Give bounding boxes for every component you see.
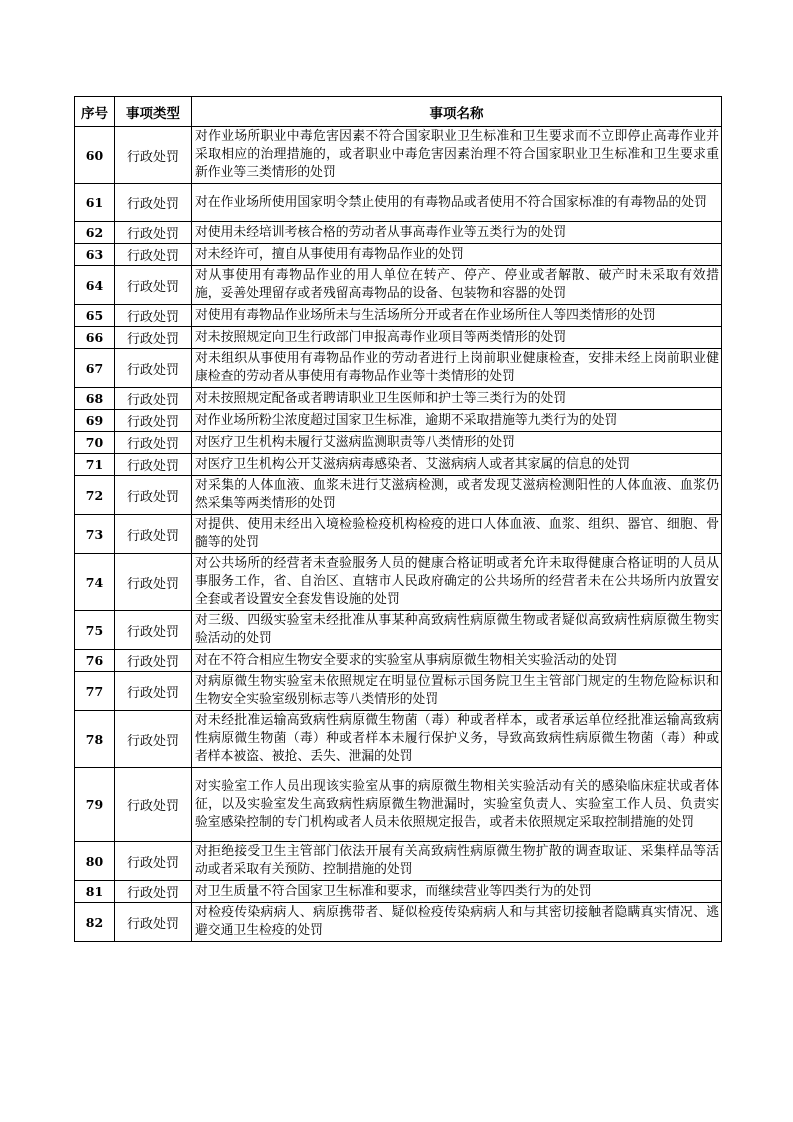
table-row xyxy=(75,650,722,672)
table-body xyxy=(75,127,722,942)
header-item-type: 事项类型 xyxy=(115,97,192,127)
row-serial-number: 68 xyxy=(75,388,115,410)
row-item-type: 行政处罚 xyxy=(115,127,192,184)
row-item-type: 行政处罚 xyxy=(115,266,192,305)
table-row xyxy=(75,388,722,410)
table-row xyxy=(75,672,722,711)
header-serial-number: 序号 xyxy=(75,97,115,127)
row-item-name: 对在作业场所使用国家明令禁止使用的有毒物品或者使用不符合国家标准的有毒物品的处罚 xyxy=(192,184,722,222)
table-row xyxy=(75,611,722,650)
row-item-type: 行政处罚 xyxy=(115,881,192,903)
row-item-type: 行政处罚 xyxy=(115,410,192,432)
table-row xyxy=(75,881,722,903)
row-item-type: 行政处罚 xyxy=(115,903,192,942)
row-serial-number: 67 xyxy=(75,349,115,388)
table-row xyxy=(75,515,722,554)
row-item-type: 行政处罚 xyxy=(115,672,192,711)
table-row xyxy=(75,476,722,515)
row-serial-number: 64 xyxy=(75,266,115,305)
table-header-row xyxy=(75,97,722,127)
row-item-type: 行政处罚 xyxy=(115,388,192,410)
row-serial-number: 80 xyxy=(75,842,115,881)
row-item-name: 对作业场所粉尘浓度超过国家卫生标准，逾期不采取措施等九类行为的处罚 xyxy=(192,410,722,432)
row-item-type: 行政处罚 xyxy=(115,244,192,266)
table-row xyxy=(75,222,722,244)
row-item-type: 行政处罚 xyxy=(115,515,192,554)
row-item-name: 对在不符合相应生物安全要求的实验室从事病原微生物相关实验活动的处罚 xyxy=(192,650,722,672)
row-serial-number: 82 xyxy=(75,903,115,942)
row-serial-number: 72 xyxy=(75,476,115,515)
row-item-name: 对医疗卫生机构未履行艾滋病监测职责等八类情形的处罚 xyxy=(192,432,722,454)
row-item-name: 对提供、使用未经出入境检验检疫机构检疫的进口人体血液、血浆、组织、器官、细胞、骨髓等的处罚 xyxy=(192,515,722,554)
row-serial-number: 79 xyxy=(75,768,115,842)
row-item-name: 对三级、四级实验室未经批准从事某种高致病性病原微生物或者疑似高致病性病原微生物实验活动的处罚 xyxy=(192,611,722,650)
row-item-name: 对从事使用有毒物品作业的用人单位在转产、停产、停业或者解散、破产时未采取有效措施，妥善处理留存或者残留高毒物品的设备、包装物和容器的处罚 xyxy=(192,266,722,305)
row-serial-number: 75 xyxy=(75,611,115,650)
row-item-type: 行政处罚 xyxy=(115,476,192,515)
table-row xyxy=(75,410,722,432)
row-item-name: 对采集的人体血液、血浆未进行艾滋病检测，或者发现艾滋病检测阳性的人体血液、血浆仍然采集等两类情形的处罚 xyxy=(192,476,722,515)
row-item-type: 行政处罚 xyxy=(115,349,192,388)
table-row xyxy=(75,327,722,349)
row-item-type: 行政处罚 xyxy=(115,184,192,222)
row-serial-number: 61 xyxy=(75,184,115,222)
row-item-name: 对拒绝接受卫生主管部门依法开展有关高致病性病原微生物扩散的调查取证、采集样品等活动或者采取有关预防、控制措施的处罚 xyxy=(192,842,722,881)
row-item-name: 对未按照规定向卫生行政部门申报高毒作业项目等两类情形的处罚 xyxy=(192,327,722,349)
row-item-type: 行政处罚 xyxy=(115,432,192,454)
row-serial-number: 70 xyxy=(75,432,115,454)
row-item-type: 行政处罚 xyxy=(115,327,192,349)
table-row xyxy=(75,305,722,327)
row-serial-number: 74 xyxy=(75,554,115,611)
row-item-type: 行政处罚 xyxy=(115,611,192,650)
row-item-name: 对作业场所职业中毒危害因素不符合国家职业卫生标准和卫生要求而不立即停止高毒作业并采取相应的治理措施的，或者职业中毒危害因素治理不符合国家职业卫生标准和卫生要求重新作业等三类情形的处罚 xyxy=(192,127,722,184)
table-row xyxy=(75,554,722,611)
table-row xyxy=(75,244,722,266)
row-item-name: 对使用未经培训考核合格的劳动者从事高毒作业等五类行为的处罚 xyxy=(192,222,722,244)
header-item-name: 事项名称 xyxy=(192,97,722,127)
row-item-name: 对未按照规定配备或者聘请职业卫生医师和护士等三类行为的处罚 xyxy=(192,388,722,410)
row-item-name: 对病原微生物实验室未依照规定在明显位置标示国务院卫生主管部门规定的生物危险标识和生物安全实验室级别标志等八类情形的处罚 xyxy=(192,672,722,711)
items-table xyxy=(74,96,722,942)
row-serial-number: 73 xyxy=(75,515,115,554)
row-item-name: 对卫生质量不符合国家卫生标准和要求，而继续营业等四类行为的处罚 xyxy=(192,881,722,903)
row-item-type: 行政处罚 xyxy=(115,454,192,476)
row-item-name: 对未经许可，擅自从事使用有毒物品作业的处罚 xyxy=(192,244,722,266)
table-row xyxy=(75,711,722,768)
row-serial-number: 78 xyxy=(75,711,115,768)
table-row xyxy=(75,842,722,881)
row-serial-number: 63 xyxy=(75,244,115,266)
table-row xyxy=(75,184,722,222)
row-serial-number: 60 xyxy=(75,127,115,184)
table-row xyxy=(75,127,722,184)
row-serial-number: 65 xyxy=(75,305,115,327)
row-serial-number: 76 xyxy=(75,650,115,672)
row-item-name: 对使用有毒物品作业场所未与生活场所分开或者在作业场所住人等四类情形的处罚 xyxy=(192,305,722,327)
table-row xyxy=(75,349,722,388)
row-serial-number: 69 xyxy=(75,410,115,432)
row-item-type: 行政处罚 xyxy=(115,650,192,672)
row-item-type: 行政处罚 xyxy=(115,711,192,768)
row-serial-number: 62 xyxy=(75,222,115,244)
table-row xyxy=(75,454,722,476)
table-row xyxy=(75,266,722,305)
row-serial-number: 71 xyxy=(75,454,115,476)
table-row xyxy=(75,768,722,842)
table-row xyxy=(75,903,722,942)
row-item-type: 行政处罚 xyxy=(115,842,192,881)
row-item-name: 对医疗卫生机构公开艾滋病病毒感染者、艾滋病病人或者其家属的信息的处罚 xyxy=(192,454,722,476)
row-item-name: 对公共场所的经营者未查验服务人员的健康合格证明或者允许未取得健康合格证明的人员从事服务工作，省、自治区、直辖市人民政府确定的公共场所的经营者未在公共场所内放置安全套或者设置安全套发售设施的处罚 xyxy=(192,554,722,611)
row-item-type: 行政处罚 xyxy=(115,768,192,842)
row-item-type: 行政处罚 xyxy=(115,222,192,244)
row-item-name: 对未组织从事使用有毒物品作业的劳动者进行上岗前职业健康检查，安排未经上岗前职业健康检查的劳动者从事使用有毒物品作业等十类情形的处罚 xyxy=(192,349,722,388)
table-row xyxy=(75,432,722,454)
row-serial-number: 66 xyxy=(75,327,115,349)
row-serial-number: 81 xyxy=(75,881,115,903)
row-item-name: 对检疫传染病病人、病原携带者、疑似检疫传染病病人和与其密切接触者隐瞒真实情况、逃避交通卫生检疫的处罚 xyxy=(192,903,722,942)
row-item-name: 对未经批准运输高致病性病原微生物菌（毒）种或者样本，或者承运单位经批准运输高致病性病原微生物菌（毒）种或者样本未履行保护义务，导致高致病性病原微生物菌（毒）种或者样本被盗、被抢、丢失、泄漏的处罚 xyxy=(192,711,722,768)
row-item-type: 行政处罚 xyxy=(115,305,192,327)
row-item-type: 行政处罚 xyxy=(115,554,192,611)
row-serial-number: 77 xyxy=(75,672,115,711)
row-item-name: 对实验室工作人员出现该实验室从事的病原微生物相关实验活动有关的感染临床症状或者体征，以及实验室发生高致病性病原微生物泄漏时，实验室负责人、实验室工作人员、负责实验室感染控制的专门机构或者人员未依照规定报告，或者未依照规定采取控制措施的处罚 xyxy=(192,768,722,842)
